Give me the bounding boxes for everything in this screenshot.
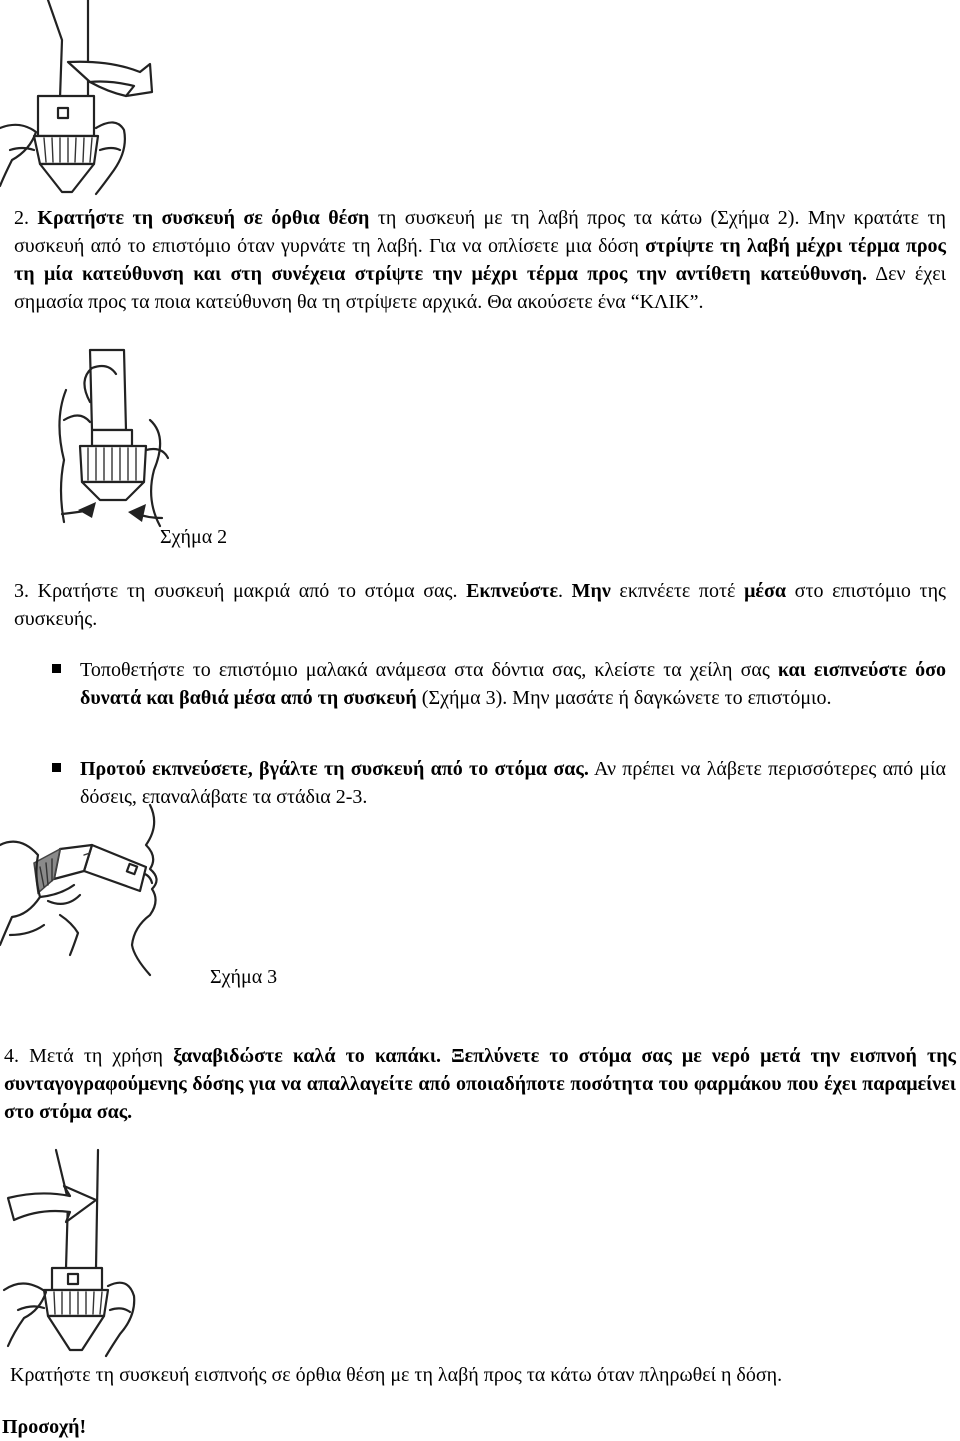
step-3-text-1: 3. Κρατήστε τη συσκευή μακριά από το στόμα σας. [14,580,467,602]
twist-device-illustration-top [0,0,170,200]
bullet-2-paragraph [80,755,946,811]
step-2-text-1: τη συσκευή με τη λαβή προς τα κάτω (Σχήμα 2). Μην κρατάτε τη συσκευή από το επιστόμιο όταν γυρνάτε τη λαβή. Για να οπλίσετε μια δόση [14,207,946,257]
step-4-text-1: 4. Μετά τη χρήση [4,1045,174,1067]
figure-3-illustration [0,805,180,975]
replace-cap-illustration [0,1150,170,1360]
step-2-text-2: Δεν έχει σημασία προς τα ποια κατεύθυνση θα τη στρίψετε αρχικά. Θα ακούσετε ένα “ΚΛΙΚ”. [14,263,946,313]
warning-heading: Προσοχή! [2,1416,87,1438]
bullet-2-bold-1: Προτού εκπνεύσετε, βγάλτε τη συσκευή από το στόμα σας. [80,758,589,780]
bullet-2-text-1: Αν πρέπει να λάβετε περισσότερες από μία δόσεις, επαναλάβατε τα στάδια 2-3. [80,758,947,808]
step-2-bold-1: Κρατήστε τη συσκευή σε όρθια θέση [37,207,370,229]
step-3-bold-2: Μην [571,580,611,602]
bullet-1-bold-1: και εισπνεύστε όσο δυνατά και βαθιά μέσα από τη συσκευή [80,659,947,709]
closing-paragraph: Κρατήστε τη συσκευή εισπνοής σε όρθια θέση με τη λαβή προς τα κάτω όταν πληρωθεί η δόση. [10,1364,783,1386]
step-3-text-4: στο επιστόμιο της συσκευής. [14,580,946,630]
step-3-bold-3: μέσα [744,580,787,602]
figure-2-caption: Σχήμα 2 [160,526,228,548]
bullet-1-paragraph [80,656,946,712]
bullet-marker-1 [52,664,61,673]
figure-3-caption: Σχήμα 3 [210,966,278,988]
bullet-1-text-2: (Σχήμα 3). Μην μασάτε ή δαγκώνετε το επιστόμιο. [416,687,832,709]
step-2-number: 2. [14,207,29,229]
step-2-bold-2: στρίψτε τη λαβή μέχρι τέρμα προς τη μία κατεύθυνση και στη συνέχεια στρίψτε την μέχρι τέρμα προς την αντίθετη κατεύθυνση. [14,235,946,285]
step-3-bold-1: Εκπνεύστε [466,580,558,602]
step-3-paragraph [14,577,946,633]
step-3-text-2: . [557,580,572,602]
figure-2-illustration [50,350,190,538]
bullet-marker-2 [52,763,61,772]
bullet-1-text-1: Τοποθετήστε το επιστόμιο μαλακά ανάμεσα στα δόντια σας, κλείστε τα χείλη σας [80,659,778,681]
step-3-text-3: εκπνέετε ποτέ [610,580,745,602]
step-4-paragraph [4,1042,956,1126]
step-4-bold-1: ξαναβιδώστε καλά το καπάκι. Ξεπλύνετε το στόμα σας με νερό μετά την εισπνοή της συνταγογραφούμενης δόσης για να απαλλαγείτε από οποιαδήποτε ποσότητα του φαρμάκου που έχει παραμείνει στο στόμα σας. [4,1045,956,1123]
step-2-paragraph [14,204,946,316]
